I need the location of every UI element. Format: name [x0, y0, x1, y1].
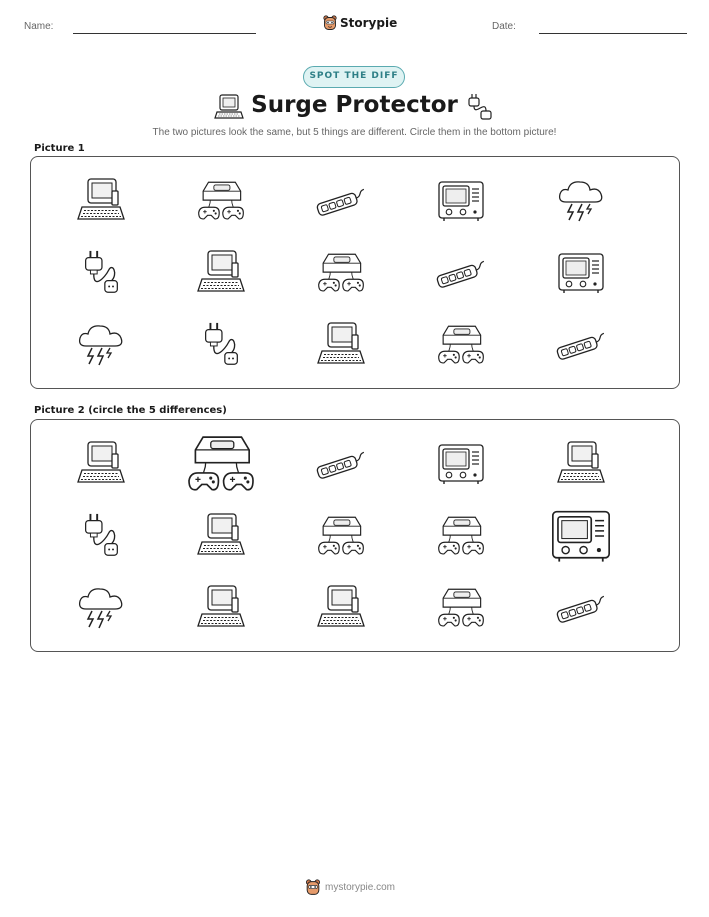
picture-2-computer-r3c2[interactable] [161, 572, 281, 644]
computer-icon [556, 440, 606, 488]
plug-icon [76, 249, 126, 297]
picture-1-microwave-r2c5 [521, 237, 641, 309]
date-label: Date: [492, 21, 516, 32]
storm-cloud-icon [76, 584, 126, 632]
game-console-icon [436, 584, 486, 632]
brand-logo [323, 13, 397, 33]
picture-1-storm-cloud-r3c1 [41, 309, 161, 381]
picture-2-game-console-r2c3[interactable] [281, 500, 401, 572]
game-console-icon [436, 321, 486, 369]
game-console-icon [316, 512, 366, 560]
picture-2-microwave-r1c4[interactable] [401, 428, 521, 500]
spot-the-diff-badge: SPOT THE DIFF [303, 66, 405, 88]
power-strip-icon [313, 444, 369, 484]
microwave-icon [436, 177, 486, 225]
name-line[interactable] [73, 33, 256, 34]
picture-1-plug-r2c1 [41, 237, 161, 309]
picture-1-microwave-r1c4 [401, 165, 521, 237]
picture-1-power-strip-r1c3 [281, 165, 401, 237]
picture-1-computer-r3c3 [281, 309, 401, 381]
name-label: Name: [24, 21, 54, 32]
computer-icon [196, 584, 246, 632]
power-strip-icon [553, 588, 609, 628]
picture-2-panel[interactable] [30, 419, 680, 652]
picture-1-game-console-r1c2 [161, 165, 281, 237]
microwave-icon [549, 506, 613, 566]
picture-1-storm-cloud-r1c5 [521, 165, 641, 237]
game-console-icon [184, 432, 258, 496]
game-console-icon [436, 512, 486, 560]
microwave-icon [556, 249, 606, 297]
footer-url[interactable]: mystorypie.com [325, 882, 396, 893]
game-console-icon [316, 249, 366, 297]
brand-name: Storypie [340, 16, 398, 30]
picture-2-label: Picture 2 (circle the 5 differences) [34, 405, 227, 416]
picture-1-computer-r1c1 [41, 165, 161, 237]
storm-cloud-icon [556, 177, 606, 225]
picture-2-game-console-r3c4[interactable] [401, 572, 521, 644]
picture-2-storm-cloud-r3c1[interactable] [41, 572, 161, 644]
page-title: Surge Protector [251, 92, 458, 118]
picture-2-power-strip-r3c5[interactable] [521, 572, 641, 644]
picture-1-plug-r3c2 [161, 309, 281, 381]
picture-1-game-console-r3c4 [401, 309, 521, 381]
plug-icon [196, 321, 246, 369]
plug-icon [466, 93, 496, 121]
footer [305, 879, 395, 896]
date-line[interactable] [539, 33, 687, 34]
power-strip-icon [313, 181, 369, 221]
picture-2-computer-r3c3[interactable] [281, 572, 401, 644]
picture-2-computer-r1c1[interactable] [41, 428, 161, 500]
picture-1-power-strip-r2c4 [401, 237, 521, 309]
plug-icon [76, 512, 126, 560]
picture-1-panel [30, 156, 680, 389]
picture-2-microwave-large-r2c5[interactable] [521, 500, 641, 572]
power-strip-icon [553, 325, 609, 365]
picture-2-computer-r1c5[interactable] [521, 428, 641, 500]
computer-icon [316, 321, 366, 369]
computer-icon [196, 512, 246, 560]
storm-cloud-icon [76, 321, 126, 369]
picture-2-computer-r2c2[interactable] [161, 500, 281, 572]
picture-1-label: Picture 1 [34, 143, 85, 154]
picture-2-game-console-large-r1c2[interactable] [161, 428, 281, 500]
picture-2-power-strip-r1c3[interactable] [281, 428, 401, 500]
picture-2-game-console-r2c4[interactable] [401, 500, 521, 572]
game-console-icon [196, 177, 246, 225]
picture-2-plug-r2c1[interactable] [41, 500, 161, 572]
picture-1-game-console-r2c3 [281, 237, 401, 309]
computer-icon [196, 249, 246, 297]
picture-1-power-strip-r3c5 [521, 309, 641, 381]
instructions: The two pictures look the same, but 5 things are different. Circle them in the bottom picture! [152, 127, 557, 138]
power-strip-icon [433, 253, 489, 293]
storypie-mascot-icon [305, 879, 321, 896]
storypie-mascot-icon [323, 15, 337, 31]
computer-icon [316, 584, 366, 632]
computer-icon [76, 177, 126, 225]
computer-icon [76, 440, 126, 488]
picture-1-computer-r2c2 [161, 237, 281, 309]
microwave-icon [436, 440, 486, 488]
